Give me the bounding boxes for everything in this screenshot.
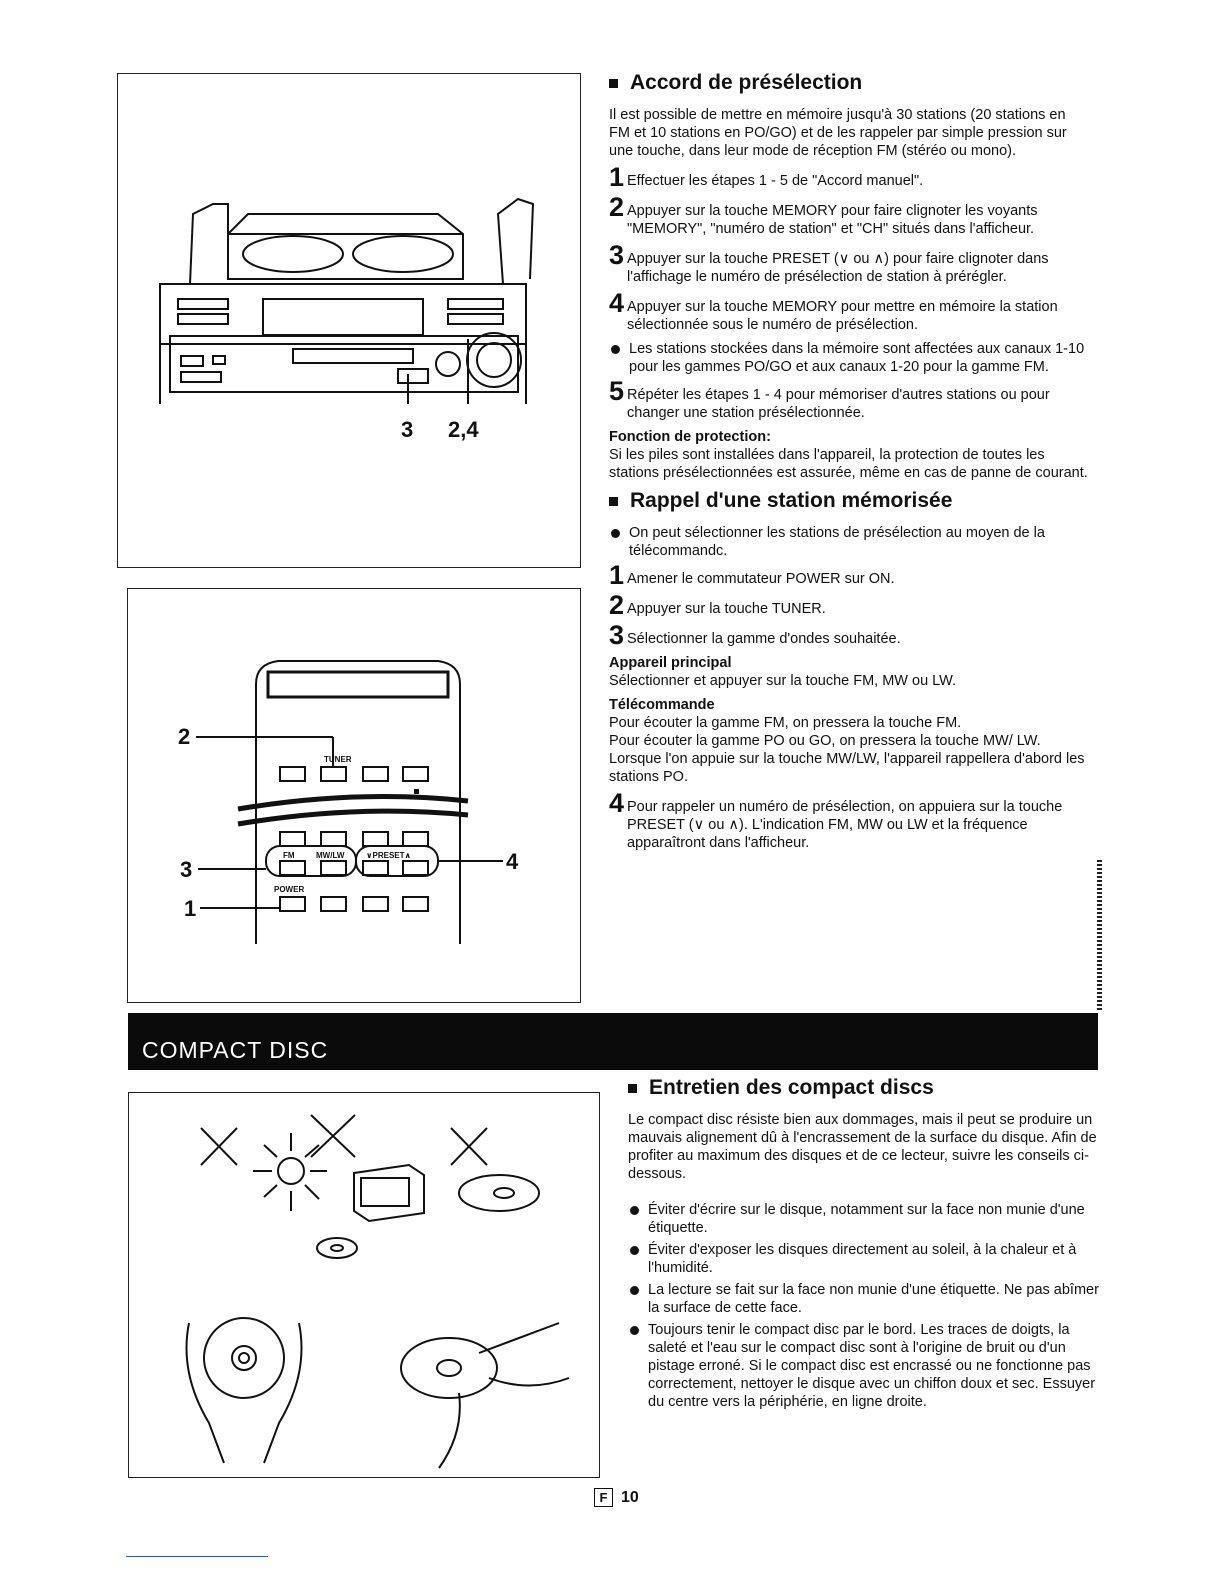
- callout-3: 3: [401, 417, 414, 442]
- callout-1: 1: [184, 896, 197, 921]
- protection-text: Si les piles sont installées dans l'appareil, la protection de toutes les stations présélectionnées est assurée, même en cas de panne de courant.: [609, 447, 1088, 481]
- cd-care-intro: Le compact disc résiste bien aux dommages, mais il peut se produire un mauvais alignement dû à l'encrassement de la surface du disque. Afin de profiter au maximum des disques et de ce lecteur, suivre les conseils ci-dessous.: [628, 1112, 1097, 1182]
- mwlw-button-label: MW/LW: [316, 851, 345, 860]
- preset-step-5: 5 Répéter les étapes 1 - 4 pour mémoriser d'autres stations ou pour changer une station présélectionnée.: [609, 376, 1050, 421]
- stereo-illustration: [118, 74, 582, 569]
- page-number: 10: [621, 1488, 639, 1506]
- page-footer: [594, 1488, 639, 1507]
- callout-2-4: 2,4: [448, 417, 479, 442]
- fm-button-label: FM: [283, 851, 295, 860]
- section-title-preset: Accord de présélection: [609, 70, 1089, 96]
- right-column-top: [609, 70, 1089, 858]
- compact-disc-banner: [128, 1013, 1098, 1070]
- remote-illustration: [128, 589, 582, 1004]
- preset-step-4: 4 Appuyer sur la touche MEMORY pour mettre en mémoire la station sélectionnée sous le numéro de présélection.: [609, 288, 1058, 333]
- preset-step-2: 2 Appuyer sur la touche MEMORY pour faire clignoter les voyants "MEMORY", "numéro de station" et "CH" situés dans l'afficheur.: [609, 192, 1038, 237]
- right-column-bottom: [628, 1075, 1100, 1415]
- language-badge: F: [594, 1488, 613, 1507]
- recall-bullet: On peut sélectionner les stations de présélection au moyen de la télécommandc.: [609, 524, 1089, 560]
- appareil-title: Appareil principal: [609, 655, 732, 671]
- power-button-label: POWER: [274, 885, 305, 894]
- cd-care-bullet: Toujours tenir le compact disc par le bord. Les traces de doigts, la saleté et l'eau sur le compact disc sont à l'origine de bruit ou d'un pistage erroné. Si le compact disc est encrassé ou ne fonctionne pas correctement, nettoyer le disque avec un chiffon doux et sec. Essuyer du centre vers la périphérie, en ligne droite.: [628, 1321, 1100, 1411]
- preset-step-3: 3 Appuyer sur la touche PRESET (∨ ou ∧) pour faire clignoter dans l'affichage le numéro de présélection de station à prérégler.: [609, 240, 1049, 285]
- telecommande-line: Pour écouter la gamme FM, on pressera la touche FM.: [609, 715, 962, 731]
- tuner-button-label: TUNER: [324, 755, 352, 764]
- telecommande-line: Lorsque l'on appuie sur la touche MW/LW, l'appareil rappellera d'abord les stations PO.: [609, 751, 1085, 785]
- section-title-cd-care: Entretien des compact discs: [628, 1075, 1100, 1101]
- footnote-rule: [126, 1556, 268, 1557]
- recall-step-2: 2 Appuyer sur la touche TUNER.: [609, 590, 826, 620]
- telecommande-title: Télécommande: [609, 697, 715, 713]
- callout-2: 2: [178, 724, 191, 749]
- protection-title: Fonction de protection:: [609, 429, 771, 445]
- recall-step-1: 1 Amener le commutateur POWER sur ON.: [609, 560, 895, 590]
- preset-bullet: Les stations stockées dans la mémoire sont affectées aux canaux 1-10 pour les gammes PO/GO et aux canaux 1-20 pour la gamme FM.: [609, 340, 1089, 376]
- recall-step-3: 3 Sélectionner la gamme d'ondes souhaitée.: [609, 620, 901, 650]
- cd-care-bullet: La lecture se fait sur la face non munie d'une étiquette. Ne pas abîmer la surface de cette face.: [628, 1281, 1100, 1317]
- telecommande-line: Pour écouter la gamme PO ou GO, on pressera la touche MW/ LW.: [609, 733, 1041, 749]
- figure-disc-care-panel: [128, 1092, 600, 1478]
- recall-step-4: 4 Pour rappeler un numéro de présélection, on appuiera sur la touche PRESET (∨ ou ∧). L'indication FM, MW ou LW et la fréquence apparaîtront dans l'afficheur.: [609, 788, 1063, 851]
- callout-4: 4: [506, 849, 519, 874]
- preset-intro: Il est possible de mettre en mémoire jusqu'à 30 stations (20 stations en FM et 10 stations en PO/GO) et de les rappeler par simple pression sur une touche, dans leur mode de réception FM (stéréo ou mono).: [609, 107, 1067, 159]
- figure-remote-panel: [127, 588, 581, 1003]
- cd-care-bullet: Éviter d'exposer les disques directement au soleil, à la chaleur et à l'humidité.: [628, 1241, 1100, 1277]
- preset-step-1: 1 Effectuer les étapes 1 - 5 de "Accord manuel".: [609, 162, 924, 192]
- callout-3: 3: [180, 857, 193, 882]
- disc-care-illustration: [129, 1093, 601, 1479]
- appareil-text: Sélectionner et appuyer sur la touche FM, MW ou LW.: [609, 673, 957, 689]
- cd-care-bullet: Éviter d'écrire sur le disque, notamment sur la face non munie d'une étiquette.: [628, 1201, 1100, 1237]
- banner-title: COMPACT DISC: [142, 1037, 329, 1063]
- section-title-recall: Rappel d'une station mémorisée: [609, 488, 1089, 514]
- preset-button-label: ∨PRESET∧: [366, 851, 411, 860]
- figure-stereo-panel: [117, 73, 581, 568]
- margin-hatching: [1097, 860, 1102, 1010]
